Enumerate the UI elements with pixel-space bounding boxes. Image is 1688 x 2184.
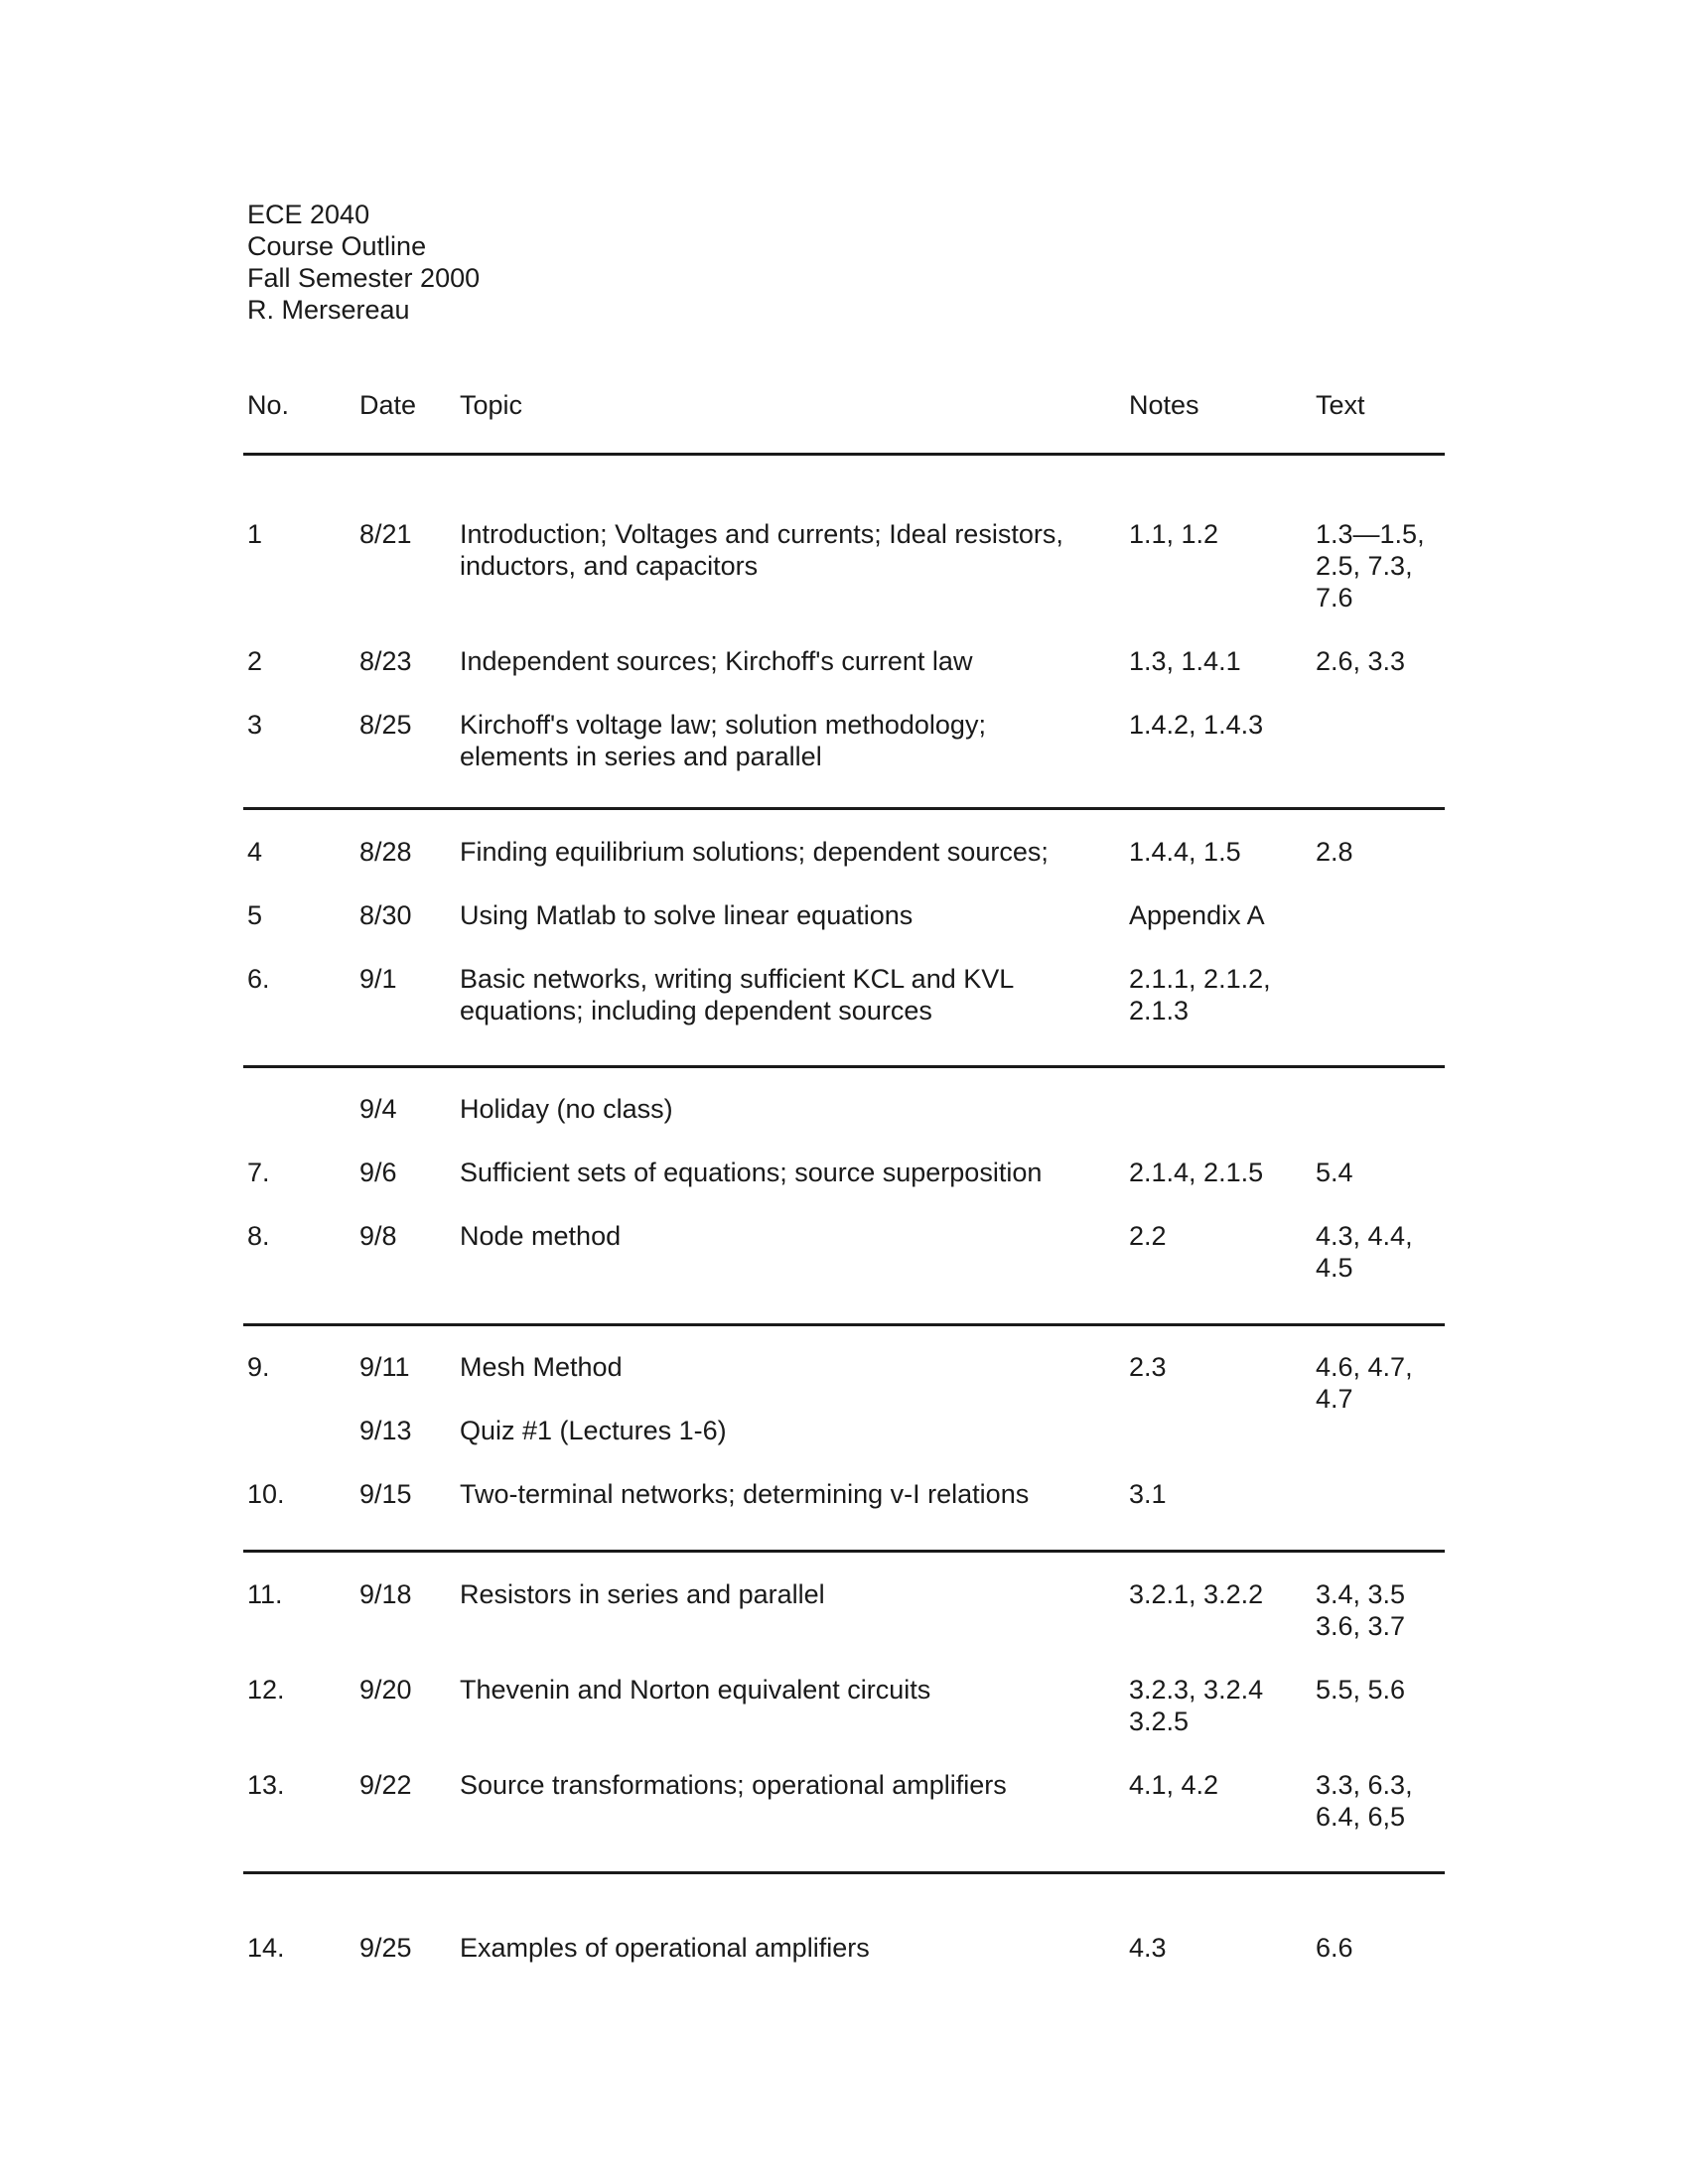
row-date: 9/1 <box>359 964 397 994</box>
section-divider <box>243 1065 1445 1068</box>
row-notes: 2.1.1, 2.1.2, <box>1129 964 1271 994</box>
column-header-no: No. <box>247 390 290 420</box>
row-notes: 4.3 <box>1129 1933 1167 1963</box>
document-title: Course Outline <box>247 231 427 261</box>
row-text: 3.4, 3.5 <box>1316 1579 1406 1609</box>
row-date: 9/6 <box>359 1158 397 1187</box>
document-header <box>247 199 480 326</box>
row-text: 3.6, 3.7 <box>1316 1611 1406 1641</box>
section-divider <box>243 1550 1445 1553</box>
row-topic: equations; including dependent sources <box>460 996 932 1025</box>
row-topic: Sufficient sets of equations; source superposition <box>460 1158 1043 1187</box>
row-number: 3 <box>247 710 263 740</box>
row-notes: 2.1.4, 2.1.5 <box>1129 1158 1264 1187</box>
header-divider <box>243 453 1445 456</box>
row-text: 5.5, 5.6 <box>1316 1675 1406 1705</box>
row-text: 4.6, 4.7, <box>1316 1352 1413 1382</box>
row-number: 12. <box>247 1675 285 1705</box>
row-notes: 1.1, 1.2 <box>1129 519 1219 549</box>
row-topic: Finding equilibrium solutions; dependent sources; <box>460 837 1049 867</box>
row-number: 10. <box>247 1479 285 1509</box>
row-text: 4.7 <box>1316 1384 1353 1414</box>
row-notes: 2.1.3 <box>1129 996 1190 1025</box>
row-topic: Kirchoff's voltage law; solution methodology; <box>460 710 986 740</box>
row-text: 2.5, 7.3, <box>1316 551 1413 581</box>
row-notes: 3.2.5 <box>1129 1706 1190 1736</box>
row-text: 5.4 <box>1316 1158 1353 1187</box>
row-date: 8/21 <box>359 519 412 549</box>
row-number: 9. <box>247 1352 270 1382</box>
column-header-text: Text <box>1316 390 1365 420</box>
row-date: 8/23 <box>359 646 412 676</box>
instructor: R. Mersereau <box>247 295 410 325</box>
row-notes: 2.3 <box>1129 1352 1167 1382</box>
row-number: 2 <box>247 646 263 676</box>
row-notes: Appendix A <box>1129 900 1265 930</box>
course-code: ECE 2040 <box>247 200 370 229</box>
row-topic: Source transformations; operational amplifiers <box>460 1770 1007 1800</box>
row-date: 8/30 <box>359 900 412 930</box>
row-number: 5 <box>247 900 263 930</box>
row-topic: Independent sources; Kirchoff's current law <box>460 646 973 676</box>
row-topic: Resistors in series and parallel <box>460 1579 825 1609</box>
row-topic: Quiz #1 (Lectures 1-6) <box>460 1416 727 1445</box>
row-text: 3.3, 6.3, <box>1316 1770 1413 1800</box>
row-notes: 1.4.4, 1.5 <box>1129 837 1241 867</box>
row-text: 1.3—1.5, <box>1316 519 1425 549</box>
row-date: 9/15 <box>359 1479 412 1509</box>
row-date: 9/22 <box>359 1770 412 1800</box>
row-notes: 4.1, 4.2 <box>1129 1770 1219 1800</box>
row-topic: Introduction; Voltages and currents; Ideal resistors, <box>460 519 1063 549</box>
section-divider <box>243 1871 1445 1874</box>
row-text: 2.6, 3.3 <box>1316 646 1406 676</box>
row-topic: inductors, and capacitors <box>460 551 759 581</box>
row-text: 4.5 <box>1316 1253 1353 1283</box>
row-text: 6.4, 6,5 <box>1316 1802 1406 1832</box>
row-text: 6.6 <box>1316 1933 1353 1963</box>
row-date: 8/28 <box>359 837 412 867</box>
column-header-date: Date <box>359 390 417 420</box>
row-number: 1 <box>247 519 263 549</box>
semester: Fall Semester 2000 <box>247 263 481 293</box>
row-number: 11. <box>247 1579 283 1609</box>
row-date: 9/13 <box>359 1416 412 1445</box>
row-text: 7.6 <box>1316 583 1353 613</box>
row-number: 8. <box>247 1221 270 1251</box>
row-date: 9/8 <box>359 1221 397 1251</box>
row-date: 9/18 <box>359 1579 412 1609</box>
row-topic: Mesh Method <box>460 1352 623 1382</box>
row-topic: Two-terminal networks; determining v-I relations <box>460 1479 1030 1509</box>
row-topic: Holiday (no class) <box>460 1094 673 1124</box>
row-date: 9/25 <box>359 1933 412 1963</box>
row-notes: 1.4.2, 1.4.3 <box>1129 710 1264 740</box>
row-number: 7. <box>247 1158 270 1187</box>
section-divider <box>243 807 1445 810</box>
row-text: 4.3, 4.4, <box>1316 1221 1413 1251</box>
section-divider <box>243 1323 1445 1326</box>
column-header-topic: Topic <box>460 390 523 420</box>
row-topic: Node method <box>460 1221 622 1251</box>
row-topic: Using Matlab to solve linear equations <box>460 900 914 930</box>
row-number: 13. <box>247 1770 285 1800</box>
row-notes: 2.2 <box>1129 1221 1167 1251</box>
row-number: 6. <box>247 964 270 994</box>
row-date: 9/11 <box>359 1352 410 1382</box>
row-topic: Basic networks, writing sufficient KCL and KVL <box>460 964 1015 994</box>
row-notes: 3.2.3, 3.2.4 <box>1129 1675 1264 1705</box>
row-date: 9/20 <box>359 1675 412 1705</box>
row-topic: Examples of operational amplifiers <box>460 1933 870 1963</box>
row-notes: 1.3, 1.4.1 <box>1129 646 1241 676</box>
row-number: 14. <box>247 1933 285 1963</box>
row-date: 8/25 <box>359 710 412 740</box>
row-topic: elements in series and parallel <box>460 742 822 771</box>
row-number: 4 <box>247 837 263 867</box>
row-topic: Thevenin and Norton equivalent circuits <box>460 1675 931 1705</box>
row-notes: 3.1 <box>1129 1479 1167 1509</box>
row-date: 9/4 <box>359 1094 397 1124</box>
row-text: 2.8 <box>1316 837 1353 867</box>
column-header-notes: Notes <box>1129 390 1199 420</box>
row-notes: 3.2.1, 3.2.2 <box>1129 1579 1264 1609</box>
